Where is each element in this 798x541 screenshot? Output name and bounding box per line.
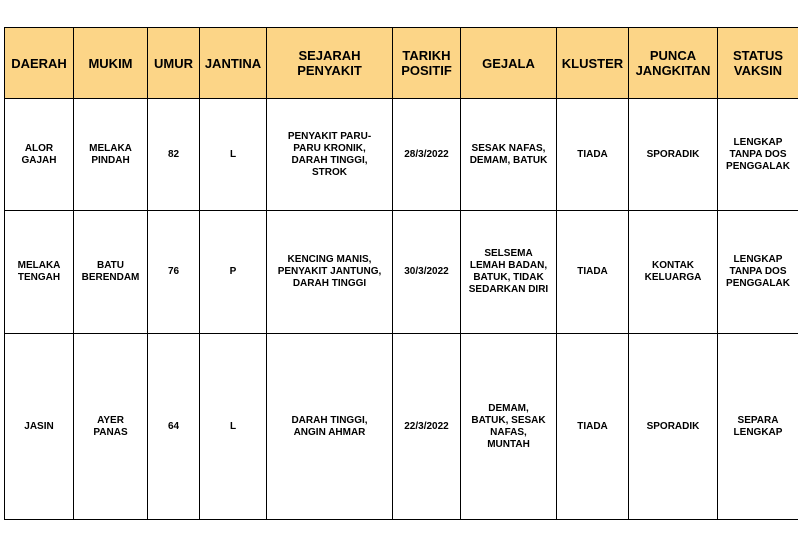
cell-punca-jangkitan: SPORADIK bbox=[629, 334, 718, 520]
cell-sejarah-penyakit: DARAH TINGGI, ANGIN AHMAR bbox=[267, 334, 393, 520]
cell-jantina: L bbox=[200, 99, 267, 211]
cell-gejala: SESAK NAFAS, DEMAM, BATUK bbox=[461, 99, 557, 211]
cell-kluster: TIADA bbox=[557, 99, 629, 211]
header-sejarah-penyakit: SEJARAH PENYAKIT bbox=[267, 28, 393, 99]
cell-umur: 64 bbox=[148, 334, 200, 520]
cell-kluster: TIADA bbox=[557, 334, 629, 520]
header-status-vaksin: STATUS VAKSIN bbox=[718, 28, 798, 99]
cell-jantina: P bbox=[200, 211, 267, 334]
cell-sejarah-penyakit: KENCING MANIS, PENYAKIT JANTUNG, DARAH TINGGI bbox=[267, 211, 393, 334]
cell-sejarah-penyakit: PENYAKIT PARU- PARU KRONIK, DARAH TINGGI, STROK bbox=[267, 99, 393, 211]
header-kluster: KLUSTER bbox=[557, 28, 629, 99]
table-header-row bbox=[5, 28, 798, 99]
header-jantina: JANTINA bbox=[200, 28, 267, 99]
header-gejala: GEJALA bbox=[461, 28, 557, 99]
cell-tarikh-positif: 28/3/2022 bbox=[393, 99, 461, 211]
cell-jantina: L bbox=[200, 334, 267, 520]
cell-mukim: AYER PANAS bbox=[74, 334, 148, 520]
table-row bbox=[5, 99, 798, 211]
cell-tarikh-positif: 22/3/2022 bbox=[393, 334, 461, 520]
cell-umur: 76 bbox=[148, 211, 200, 334]
cell-gejala: DEMAM, BATUK, SESAK NAFAS, MUNTAH bbox=[461, 334, 557, 520]
cell-tarikh-positif: 30/3/2022 bbox=[393, 211, 461, 334]
cell-status-vaksin: LENGKAP TANPA DOS PENGGALAK bbox=[718, 99, 798, 211]
cell-umur: 82 bbox=[148, 99, 200, 211]
cell-daerah: ALOR GAJAH bbox=[5, 99, 74, 211]
cell-punca-jangkitan: KONTAK KELUARGA bbox=[629, 211, 718, 334]
cell-punca-jangkitan: SPORADIK bbox=[629, 99, 718, 211]
table-row bbox=[5, 211, 798, 334]
cell-daerah: JASIN bbox=[5, 334, 74, 520]
cell-daerah: MELAKA TENGAH bbox=[5, 211, 74, 334]
header-umur: UMUR bbox=[148, 28, 200, 99]
covid-death-cases-table bbox=[4, 27, 798, 520]
cell-mukim: BATU BERENDAM bbox=[74, 211, 148, 334]
cell-mukim: MELAKA PINDAH bbox=[74, 99, 148, 211]
cell-gejala: SELSEMA LEMAH BADAN, BATUK, TIDAK SEDARKAN DIRI bbox=[461, 211, 557, 334]
header-mukim: MUKIM bbox=[74, 28, 148, 99]
header-punca-jangkitan: PUNCA JANGKITAN bbox=[629, 28, 718, 99]
header-daerah: DAERAH bbox=[5, 28, 74, 99]
header-tarikh-positif: TARIKH POSITIF bbox=[393, 28, 461, 99]
table-row bbox=[5, 334, 798, 520]
cell-kluster: TIADA bbox=[557, 211, 629, 334]
cell-status-vaksin: SEPARA LENGKAP bbox=[718, 334, 798, 520]
cell-status-vaksin: LENGKAP TANPA DOS PENGGALAK bbox=[718, 211, 798, 334]
